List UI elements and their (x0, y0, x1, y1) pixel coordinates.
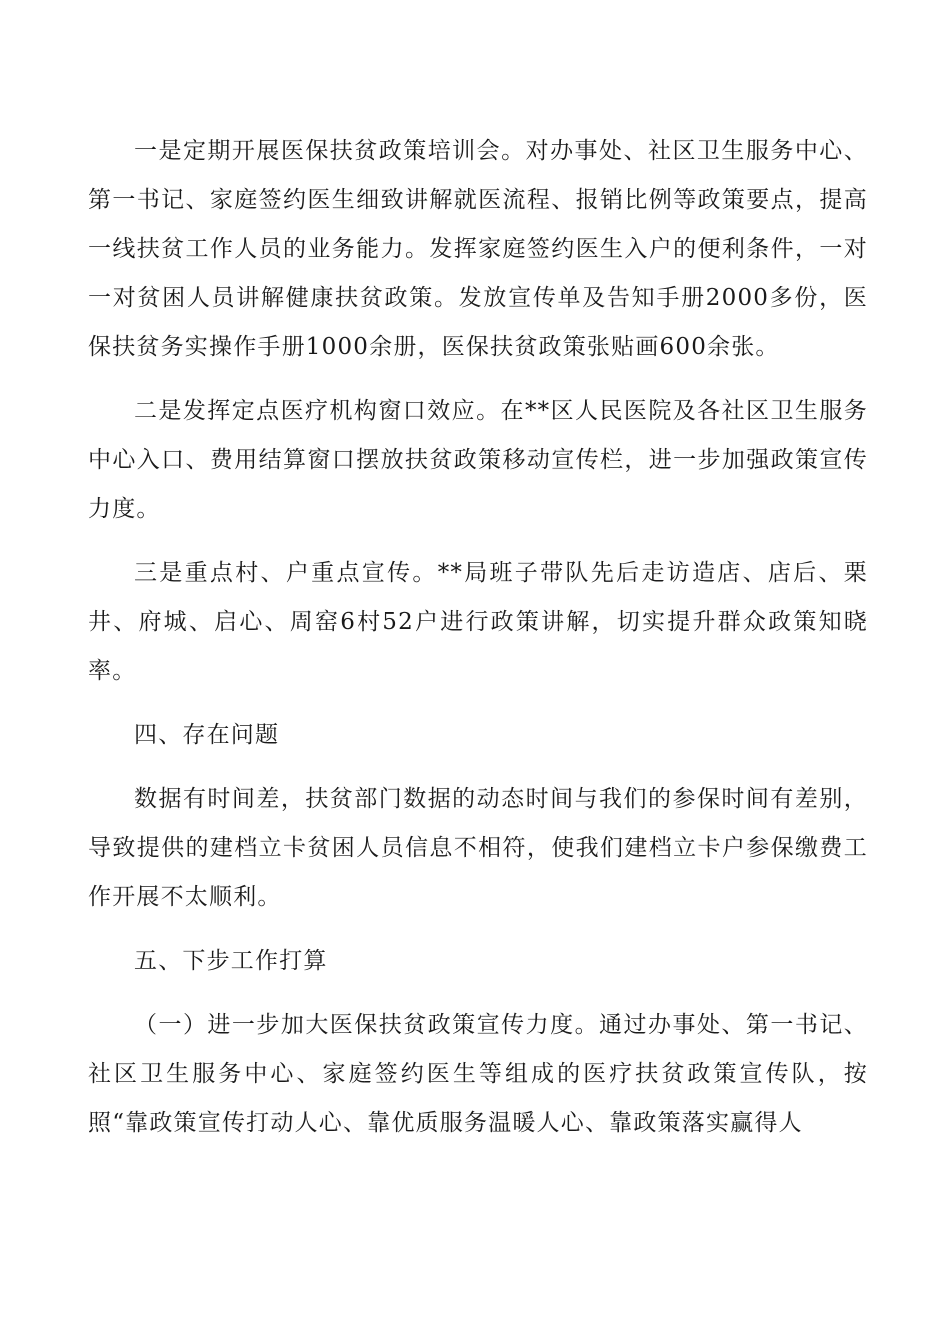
paragraph-village-visits (88, 549, 868, 696)
paragraph-text: 发挥定点医疗机构窗口效应。在**区人民医院及各社区卫生服务中心入口、费用结算窗口摆放扶贫政策移动宣传栏，进一步加强政策宣传力度。 (88, 398, 868, 522)
paragraph-problems: 数据有时间差，扶贫部门数据的动态时间与我们的参保时间有差别，导致提供的建档立卡贫困人员信息不相符，使我们建档立卡户参保缴费工作开展不太顺利。 (88, 786, 868, 910)
paragraph-text: 重点村、户重点宣传。**局班子带队先后走访造店、店后、栗井、府城、启心、周窑6村52户进行政策讲解，切实提升群众政策知晓率。 (88, 560, 868, 684)
document-body (88, 127, 868, 1163)
section-heading-problems: 四、存在问题 (134, 722, 280, 748)
paragraph-lead: 一是 (134, 138, 183, 164)
paragraph-lead: 三是 (134, 560, 185, 586)
paragraph-next-steps: （一）进一步加大医保扶贫政策宣传力度。通过办事处、第一书记、社区卫生服务中心、家庭签约医生等组成的医疗扶贫政策宣传队，按照“靠政策宣传打动人心、靠优质服务温暖人心、靠政策落实赢得人 (88, 1012, 868, 1136)
section-heading-next-steps: 五、下步工作打算 (134, 948, 328, 974)
paragraph-training (88, 127, 868, 372)
paragraph-hospital-window (88, 387, 868, 534)
paragraph-text: 定期开展医保扶贫政策培训会。对办事处、社区卫生服务中心、第一书记、家庭签约医生细致讲解就医流程、报销比例等政策要点，提高一线扶贫工作人员的业务能力。发挥家庭签约医生入户的便利条件，一对一对贫困人员讲解健康扶贫政策。发放宣传单及告知手册2000多份，医保扶贫务实操作手册1000余册，医保扶贫政策张贴画600余张。 (88, 138, 868, 360)
paragraph-lead: 二是 (134, 398, 183, 424)
